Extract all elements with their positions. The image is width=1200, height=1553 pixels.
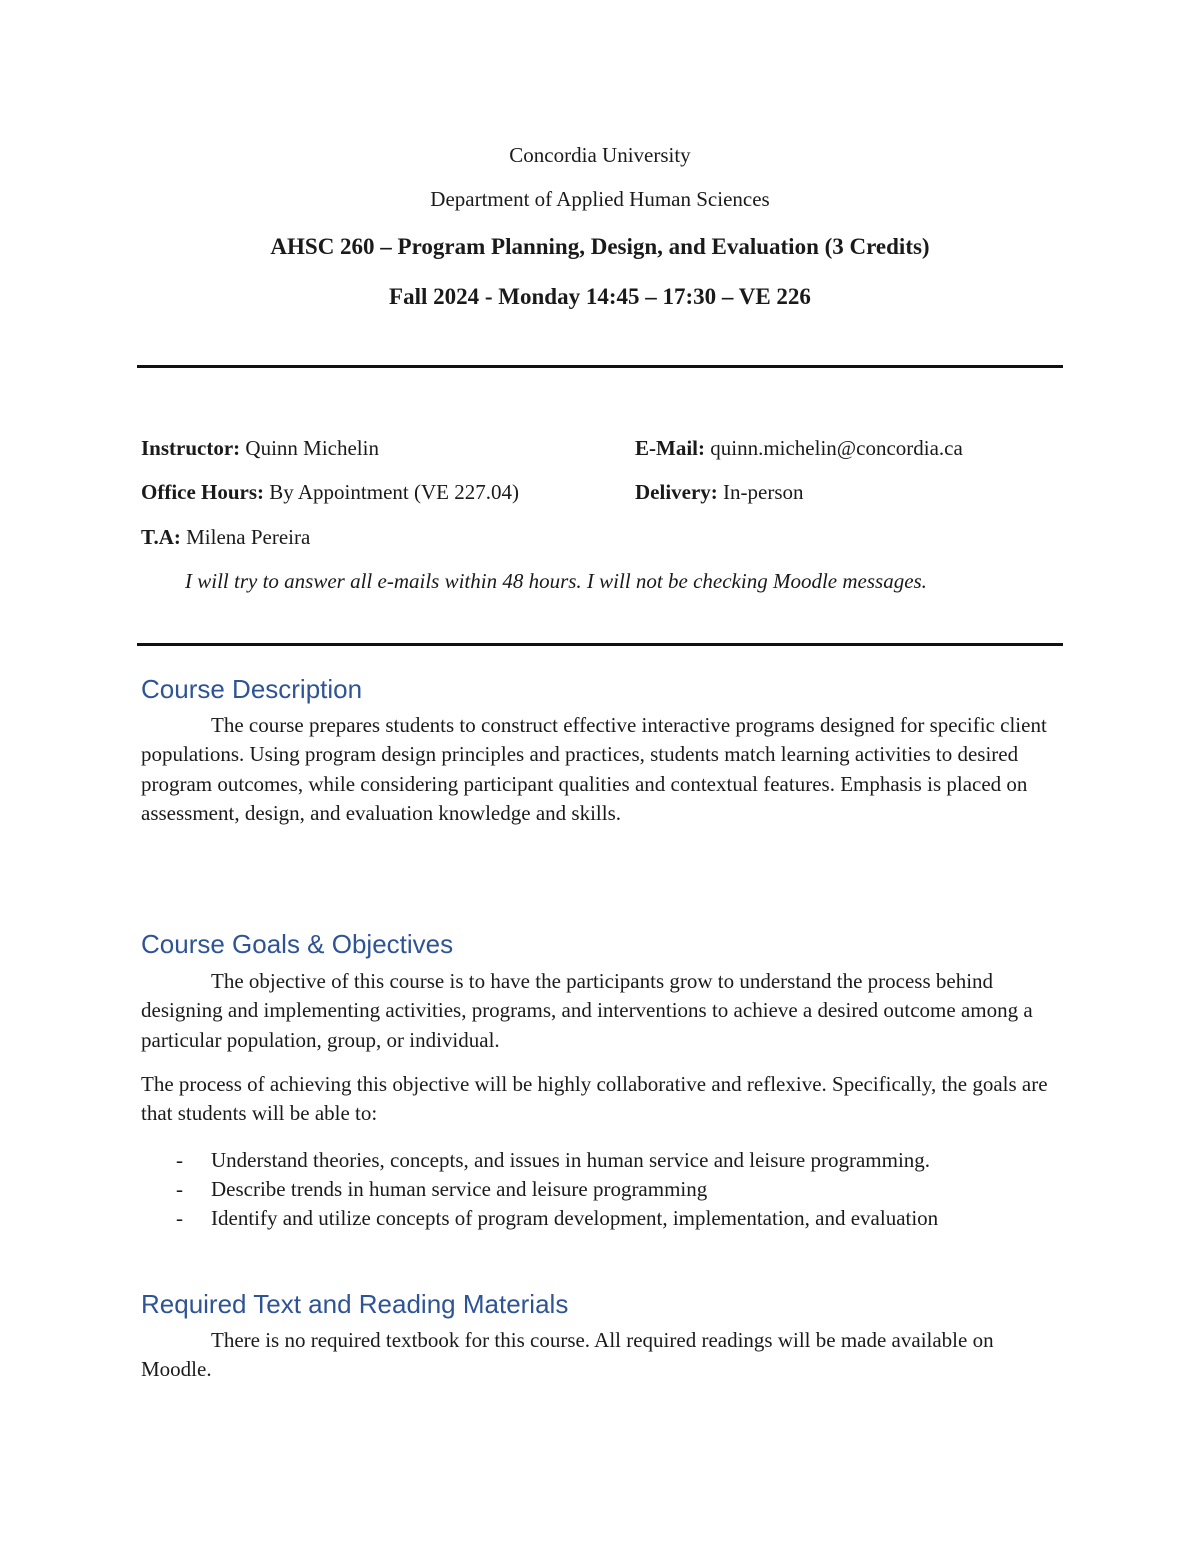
course-title: AHSC 260 – Program Planning, Design, and Evaluation (3 Credits) bbox=[270, 234, 930, 259]
reading-materials-text: There is no required textbook for this course. All required readings will be made available on Moodle. bbox=[141, 1328, 994, 1382]
email-label: E-Mail: bbox=[635, 436, 705, 460]
list-item bbox=[141, 1204, 1061, 1233]
office-hours-info bbox=[141, 480, 519, 505]
list-item bbox=[141, 1146, 1061, 1175]
university-name: Concordia University bbox=[509, 143, 691, 167]
bullet-marker: - bbox=[176, 1148, 183, 1172]
reading-materials-heading: Required Text and Reading Materials bbox=[141, 1289, 569, 1319]
delivery-value: In-person bbox=[723, 480, 804, 504]
course-description-heading: Course Description bbox=[141, 674, 363, 704]
email-policy-note: I will try to answer all e-mails within 48 hours. I will not be checking Moodle messages. bbox=[185, 569, 927, 593]
instructor-info bbox=[141, 436, 379, 461]
course-goals-list bbox=[141, 1146, 1061, 1233]
email-info bbox=[635, 436, 963, 461]
bullet-marker: - bbox=[176, 1206, 183, 1230]
course-goals-heading: Course Goals & Objectives bbox=[141, 929, 454, 959]
course-goals-intro: The process of achieving this objective will be highly collaborative and reflexive. Specifically, the goals are that students will be able to: bbox=[141, 1072, 1048, 1126]
list-item-text: Understand theories, concepts, and issues in human service and leisure programming. bbox=[211, 1148, 931, 1172]
bottom-divider bbox=[137, 643, 1063, 646]
course-description-text: The course prepares students to construct effective interactive programs designed for specific client populations. Using program design principles and practices, students match learning activities to desired program outcomes, while considering participant qualities and contextual features. Emphasis is placed on assessment, design, and evaluation knowledge and skills. bbox=[141, 713, 1047, 825]
email-address: quinn.michelin@concordia.ca bbox=[710, 436, 963, 460]
bullet-marker: - bbox=[176, 1177, 183, 1201]
delivery-info bbox=[635, 480, 804, 505]
top-divider bbox=[137, 365, 1063, 368]
instructor-label: Instructor: bbox=[141, 436, 241, 460]
delivery-label: Delivery: bbox=[635, 480, 718, 504]
ta-info bbox=[141, 525, 310, 550]
instructor-name: Quinn Michelin bbox=[245, 436, 379, 460]
department-name: Department of Applied Human Sciences bbox=[430, 187, 770, 211]
list-item bbox=[141, 1175, 1061, 1204]
ta-name: Milena Pereira bbox=[186, 525, 311, 549]
list-item-text: Describe trends in human service and leisure programming bbox=[211, 1177, 708, 1201]
course-schedule: Fall 2024 - Monday 14:45 – 17:30 – VE 226 bbox=[389, 284, 811, 309]
list-item-text: Identify and utilize concepts of program development, implementation, and evaluation bbox=[211, 1206, 939, 1230]
course-objective-text: The objective of this course is to have the participants grow to understand the process behind designing and implementing activities, programs, and interventions to achieve a desired outcome among a particular population, group, or individual. bbox=[141, 969, 1033, 1052]
ta-label: T.A: bbox=[141, 525, 181, 549]
office-hours-value: By Appointment (VE 227.04) bbox=[269, 480, 519, 504]
office-hours-label: Office Hours: bbox=[141, 480, 265, 504]
